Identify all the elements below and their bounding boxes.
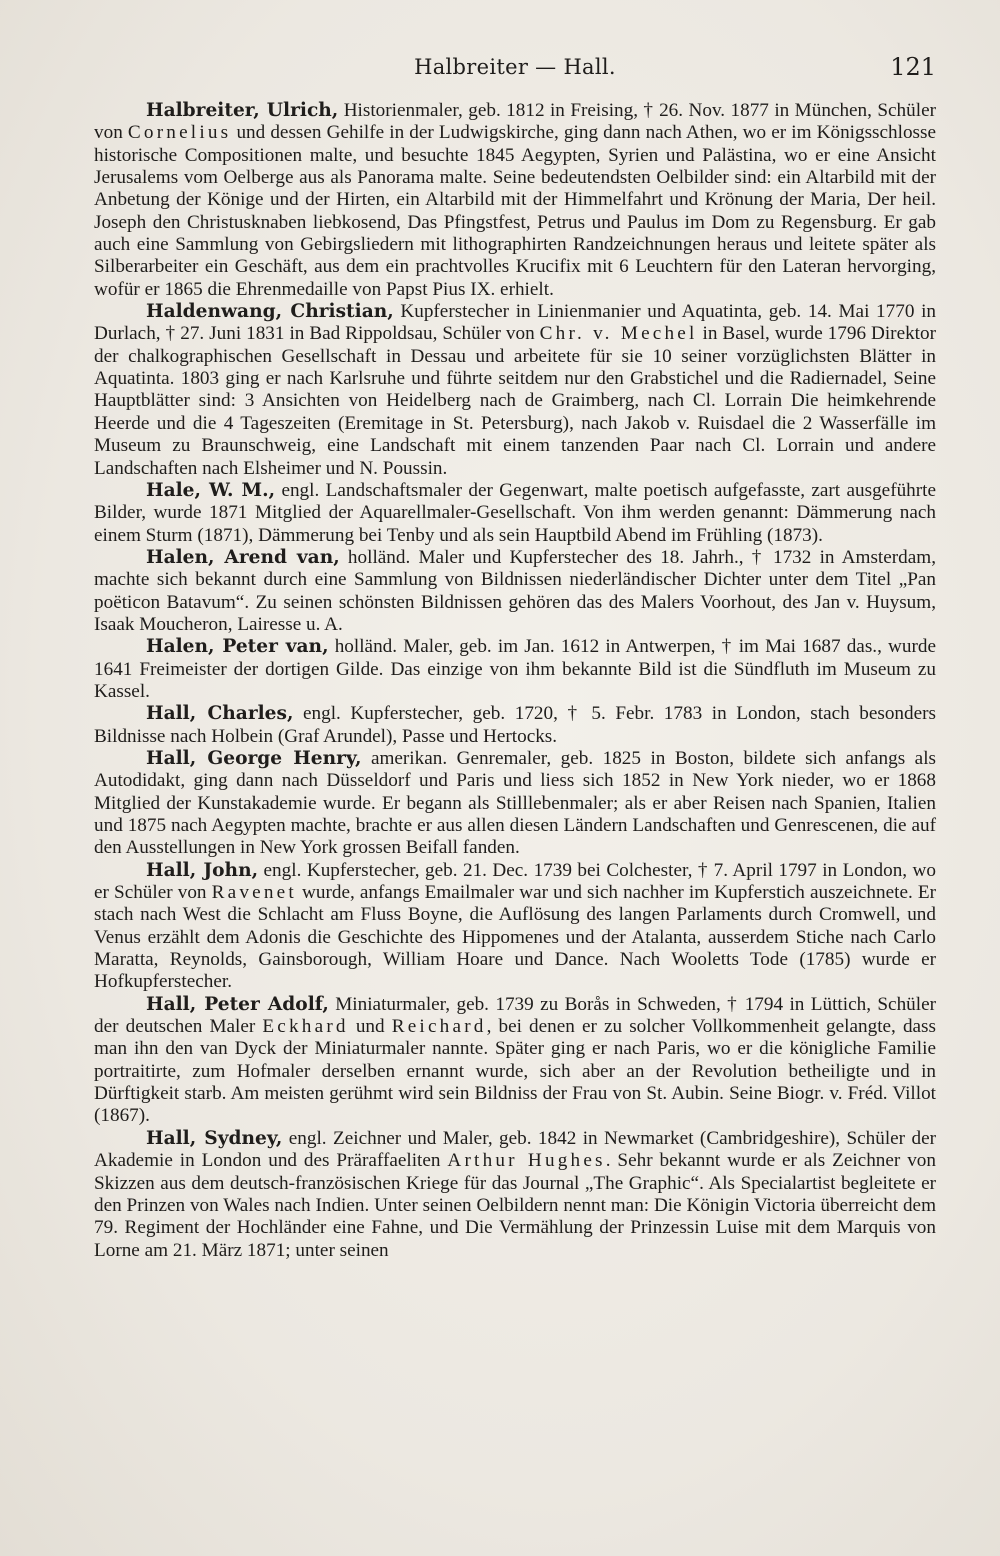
entry-hall-charles	[94, 703, 936, 748]
entry-haldenwang-christian	[94, 301, 936, 480]
entry-name: Halen, Peter van,	[146, 636, 329, 658]
entry-text: holländ. Maler, geb. im Jan. 1612 in Antwerpen, † im Mai 1687 das., wurde 1641 Freimeister der dortigen Gilde. Das einzige von ihm bekannte Bild ist die Sündfluth im Museum zu Kassel.	[94, 636, 936, 702]
entry-hall-john	[94, 860, 936, 994]
entry-spaced-name: Arthur Hughes	[447, 1150, 606, 1172]
entry-text: amerikan. Genremaler, geb. 1825 in Boston, bildete sich anfangs als Autodidakt, ging dann nach Düsseldorf und Paris und liess sich 1852 in New York nieder, wo er 1868 Mitglied der Kunstakademie wurde. Er begann als Stilllebenmaler; als er aber Reisen nach Spanien, Italien und 1875 nach Aegypten machte, brachte er aus allen diesen Ländern Landschaften und Genrescenen, die auf den Ausstellungen in New York grossen Beifall fanden.	[94, 747, 936, 859]
entry-name: Hall, Sydney,	[146, 1127, 283, 1149]
entry-name: Hale, W. M.,	[146, 479, 276, 501]
page-number: 121	[890, 53, 936, 81]
entry-name: Hall, Charles,	[146, 703, 294, 725]
entry-spaced-name: Chr. v. Mechel	[539, 323, 698, 345]
entry-spaced-name: Reichard	[391, 1016, 487, 1038]
entry-spaced-name: Cornelius	[127, 122, 232, 144]
entry-name: Hall, Peter Adolf,	[146, 993, 329, 1015]
entry-name: Haldenwang, Christian,	[146, 301, 394, 323]
entry-spaced-name: Eckhard	[262, 1016, 349, 1038]
entry-text: Kupferstecher in Linienmanier und Aquatinta, geb. 14. Mai 1770 in Durlach, † 27. Juni 1831 in Bad Rippoldsau, Schüler von	[94, 301, 936, 345]
entry-text: . Sehr bekannt wurde er als Zeichner von Skizzen aus dem deutsch-französischen Kriege für das Journal „The Graphic“. Als Specialartist begleitete er den Prinzen von Wales nach Indien. Unter seinen Oelbildern nennt man: Die Königin Victoria überreicht dem 79. Regiment der Hochländer eine Fahne, und Die Vermählung der Prinzessin Luise mit dem Marquis von Lorne am 21. März 1871; unter seinen	[94, 1150, 936, 1261]
entry-text: und dessen Gehilfe in der Ludwigskirche, ging dann nach Athen, wo er im Königsschlosse historische Compositionen malte, und besuchte 1845 Aegypten, Syrien und Palästina, wo er eine Ansicht Jerusalems vom Oelberge aus als Panorama malte. Seine bedeutendsten Oelbilder sind: ein Altarbild mit der Anbetung der Könige und der Hirten, ein Altarbild mit der Himmelfahrt und Krönung der Maria, Der heil. Joseph den Christusknaben liebkosend, Das Pfingstfest, Petrus und Paulus im Dom zu Regensburg. Er gab auch eine Sammlung von Gebirgsliedern mit lithographirten Randzeichnungen heraus und leitete später als Silberarbeiter ein Geschäft, aus dem ein prachtvolles Krucifix mit 6 Leuchtern für den Lateran hervorging, wofür er 1865 die Ehrenmedaille von Papst Pius IX. erhielt.	[94, 122, 937, 300]
entry-text: und	[348, 1016, 392, 1038]
entry-name: Halbreiter, Ulrich,	[146, 100, 339, 121]
dictionary-body	[94, 100, 936, 1262]
entry-halbreiter-ulrich	[94, 100, 936, 301]
entry-text: wurde, anfangs Emailmaler war und sich nachher im Kupferstich auszeichnete. Er stach nach West die Schlacht am Fluss Boyne, die Auflösung des langen Parlaments durch Cromwell, und Venus erzählt dem Adonis die Geschichte des Hippomenes und der Atalanta, ausserdem Stiche nach Carlo Maratta, Reynolds, Gainsborough, William Hoare und Dance. Nach Wooletts Tode (1785) wurde er Hofkupferstecher.	[94, 882, 936, 993]
entry-text: in Basel, wurde 1796 Direktor der chalkographischen Gesellschaft in Dessau und arbeitete für sie 10 seiner vorzüglichsten Blätter in Aquatinta. 1803 ging er nach Karlsruhe und führte seitdem nur den Grabstichel und die Radiernadel, Seine Hauptblätter sind: 3 Ansichten von Heidelberg nach de Graimberg, nach Cl. Lorrain Die heimkehrende Heerde und die 4 Tageszeiten (Eremitage in St. Petersburg), nach Jakob v. Ruisdael die 2 Wasserfälle im Museum zu Braunschweig, eine Landschaft mit einem tanzenden Paar nach Cl. Lorrain und andere Landschaften nach Elsheimer und N. Poussin.	[94, 323, 937, 479]
entry-text: , bei denen er zu solcher Vollkommenheit gelangte, dass man ihn den van Dyck der Miniaturmaler nannte. Später ging er nach Paris, wo er die königliche Familie portraitirte, zum Hofmaler derselben ernannt wurde, sich aber an der Revolution betheiligte und in Dürftigkeit starb. Am meisten gerühmt wird sein Bildniss der Frau von St. Aubin. Seine Biogr. v. Fréd. Villot (1867).	[94, 1016, 936, 1127]
running-title: Halbreiter — Hall.	[414, 55, 616, 79]
running-head	[94, 55, 936, 85]
entry-text: engl. Kupferstecher, geb. 1720, † 5. Febr. 1783 in London, stach besonders Bildnisse nach Holbein (Graf Arundel), Passe und Hertocks.	[94, 703, 936, 747]
entry-halen-arend-van	[94, 547, 936, 636]
entry-text: engl. Kupferstecher, geb. 21. Dec. 1739 bei Colchester, † 7. April 1797 in London, wo er Schüler von	[94, 859, 936, 904]
entry-text: holländ. Maler und Kupferstecher des 18. Jahrh., † 1732 in Amsterdam, machte sich bekannt durch eine Sammlung von Bildnissen niederländischer Dichter unter dem Titel „Pan poëticon Batavum“. Zu seinen schönsten Bildnissen gehören das des Malers Voorhout, des Jan v. Huysum, Isaak Moucheron, Lairesse u. A.	[94, 546, 936, 635]
entry-name: Hall, George Henry,	[146, 747, 362, 769]
entry-text: Historienmaler, geb. 1812 in Freising, † 26. Nov. 1877 in München, Schüler von	[94, 100, 936, 144]
entry-spaced-name: Ravenet	[211, 882, 297, 904]
entry-name: Halen, Arend van,	[146, 546, 340, 568]
entry-hall-george-henry	[94, 748, 936, 860]
entry-text: engl. Landschaftsmaler der Gegenwart, malte poetisch aufgefasste, zart ausgeführte Bilder, wurde 1871 Mitglied der Aquarellmaler-Gesellschaft. Von ihm werden genannt: Dämmerung nach einem Sturm (1871), Dämmerung bei Tenby und als sein Hauptbild Abend im Frühling (1873).	[94, 479, 937, 546]
entry-text: Miniaturmaler, geb. 1739 zu Borås in Schweden, † 1794 in Lüttich, Schüler der deutschen Maler	[94, 993, 936, 1038]
entry-hall-sydney	[94, 1128, 936, 1262]
entry-hall-peter-adolf	[94, 994, 936, 1128]
entry-text: engl. Zeichner und Maler, geb. 1842 in Newmarket (Cambridgeshire), Schüler der Akademie in London und des Präraffaeliten	[94, 1127, 936, 1172]
entry-halen-peter-van	[94, 636, 936, 703]
entry-hale-w-m	[94, 480, 936, 547]
entry-name: Hall, John,	[146, 859, 259, 881]
